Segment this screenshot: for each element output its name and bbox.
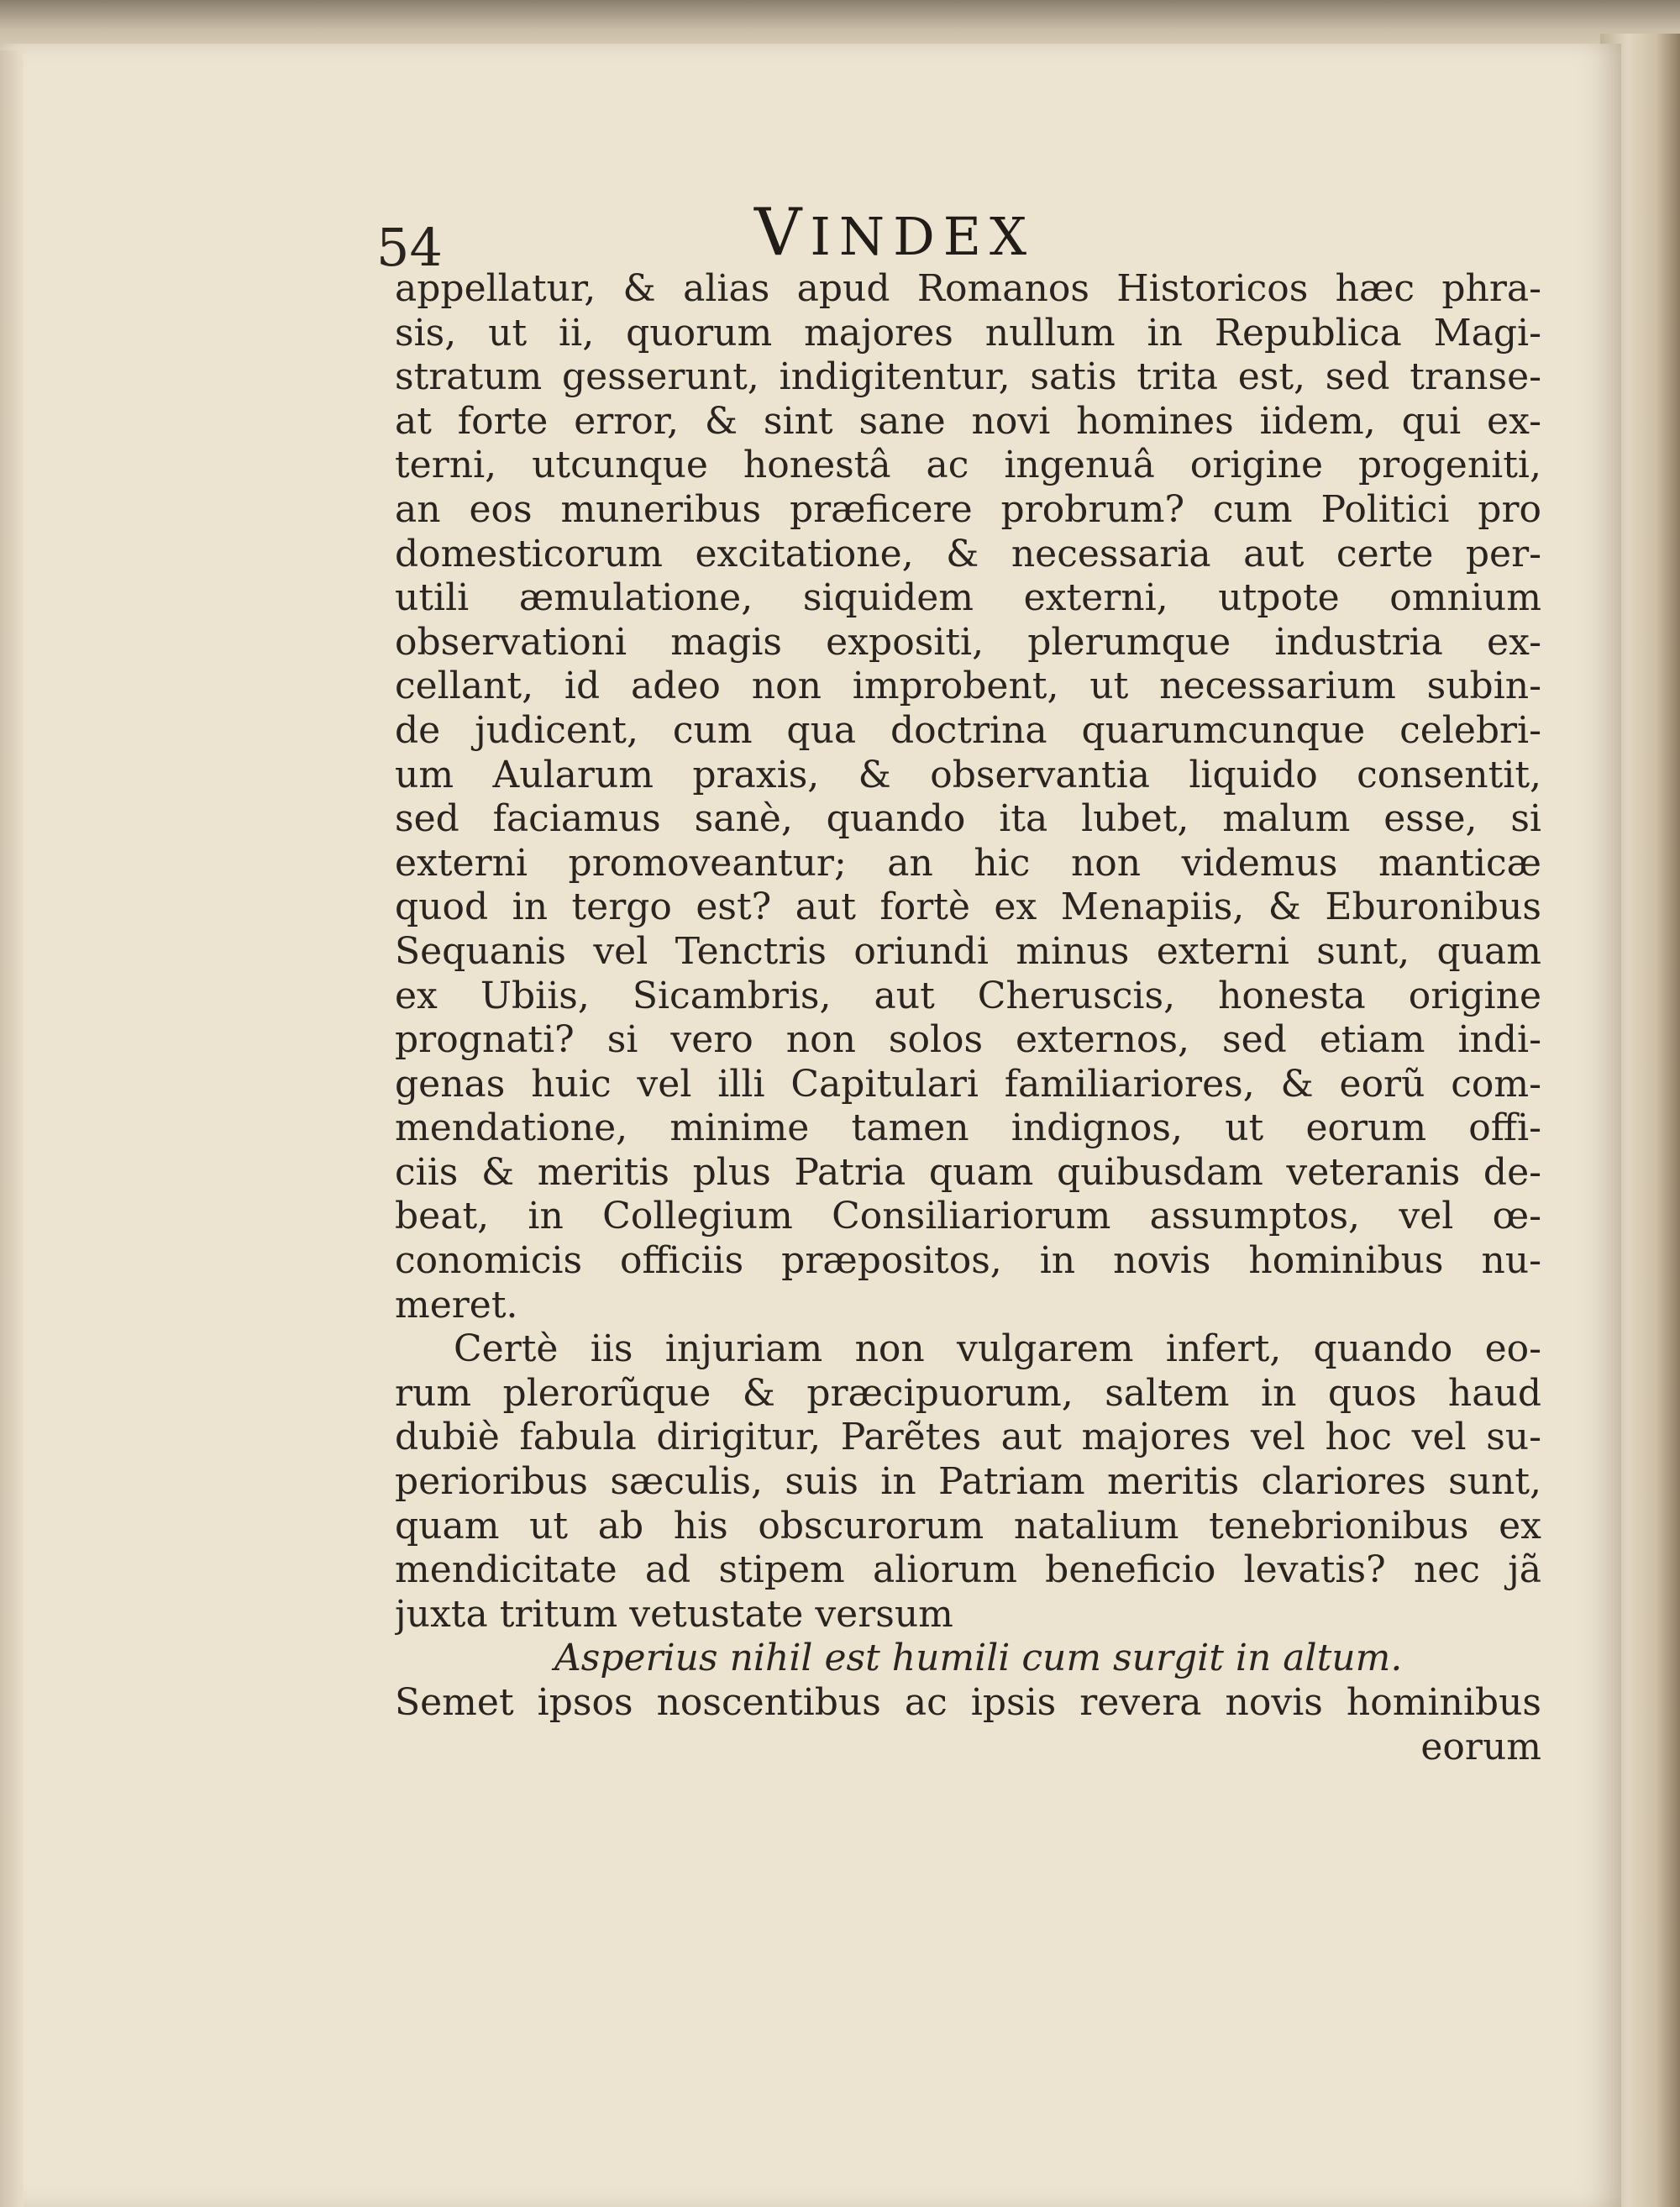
- text-line: an eos muneribus præficere probrum? cum Politici pro: [395, 487, 1541, 531]
- final-line: Semet ipsos noscentibus ac ipsis revera novis hominibus: [395, 1681, 1541, 1724]
- book-gutter-edge: [0, 50, 24, 2207]
- text-line: terni, utcunque honestâ ac ingenuâ origine progeniti,: [395, 444, 1541, 487]
- text-line: appellatur, & alias apud Romanos Historicos hæc phra-: [395, 267, 1541, 310]
- running-header: [376, 195, 1536, 278]
- text-line: de judicent, cum qua doctrina quarumcunque celebri-: [395, 708, 1541, 752]
- paragraph-2-line: perioribus sæculis, suis in Patriam meritis clariores sunt,: [395, 1460, 1541, 1504]
- text-line: domesticorum excitatione, & necessaria aut certe per-: [395, 532, 1541, 575]
- paragraph-2-line: Certè iis injuriam non vulgarem infert, quando eo-: [454, 1327, 1541, 1371]
- text-line: observationi magis expositi, plerumque industria ex-: [395, 620, 1541, 664]
- text-line: quod in tergo est? aut fortè ex Menapiis, & Eburonibus: [395, 885, 1541, 929]
- text-line: prognati? si vero non solos externos, sed etiam indi-: [395, 1018, 1541, 1062]
- text-line: mendatione, minime tamen indignos, ut eorum offi-: [395, 1106, 1541, 1150]
- text-line: stratum gesserunt, indigitentur, satis trita est, sed transe-: [395, 355, 1541, 399]
- text-line: sed faciamus sanè, quando ita lubet, malum esse, si: [395, 797, 1541, 841]
- paragraph-2-line: juxta tritum vetustate versum: [395, 1592, 953, 1636]
- text-line: ciis & meritis plus Patria quam quibusdam veteranis de-: [395, 1150, 1541, 1194]
- text-line: um Aularum praxis, & observantia liquido consentit,: [395, 753, 1541, 796]
- page-number: 54: [376, 217, 443, 278]
- paragraph-2-line: mendicitate ad stipem aliorum beneficio levatis? nec jã: [395, 1548, 1541, 1592]
- text-line: utili æmulatione, siquidem externi, utpote omnium: [395, 576, 1541, 620]
- paragraph-2-line: rum plerorũque & præcipuorum, saltem in quos haud: [395, 1371, 1541, 1415]
- text-line: meret.: [395, 1283, 518, 1327]
- text-line: Sequanis vel Tenctris oriundi minus externi sunt, quam: [395, 929, 1541, 973]
- text-line: externi promoveantur; an hic non videmus manticæ: [395, 841, 1541, 885]
- running-title-initial: V: [754, 195, 811, 271]
- text-line: at forte error, & sint sane novi homines iidem, qui ex-: [395, 399, 1541, 443]
- text-line: beat, in Collegium Consiliariorum assumptos, vel œ-: [395, 1195, 1541, 1238]
- verse-quotation: Asperius nihil est humili cum surgit in altum.: [554, 1637, 1403, 1680]
- paragraph-2-line: dubiè fabula dirigitur, Parẽtes aut majores vel hoc vel su-: [395, 1416, 1541, 1459]
- running-title: [754, 195, 1090, 271]
- text-line: ex Ubiis, Sicambris, aut Cheruscis, honesta origine: [395, 974, 1541, 1017]
- paragraph-2-line: quam ut ab his obscurorum natalium tenebrionibus ex: [395, 1504, 1541, 1548]
- text-line: conomicis officiis præpositos, in novis hominibus nu-: [395, 1239, 1541, 1283]
- text-line: cellant, id adeo non improbent, ut necessarium subin-: [395, 665, 1541, 708]
- text-line: sis, ut ii, quorum majores nullum in Republica Magi-: [395, 311, 1541, 355]
- catchword: eorum: [1420, 1725, 1541, 1768]
- running-title-rest: INDEX: [810, 206, 1036, 267]
- body-text: [395, 267, 1541, 1769]
- text-line: genas huic vel illi Capitulari familiariores, & eorũ com-: [395, 1062, 1541, 1106]
